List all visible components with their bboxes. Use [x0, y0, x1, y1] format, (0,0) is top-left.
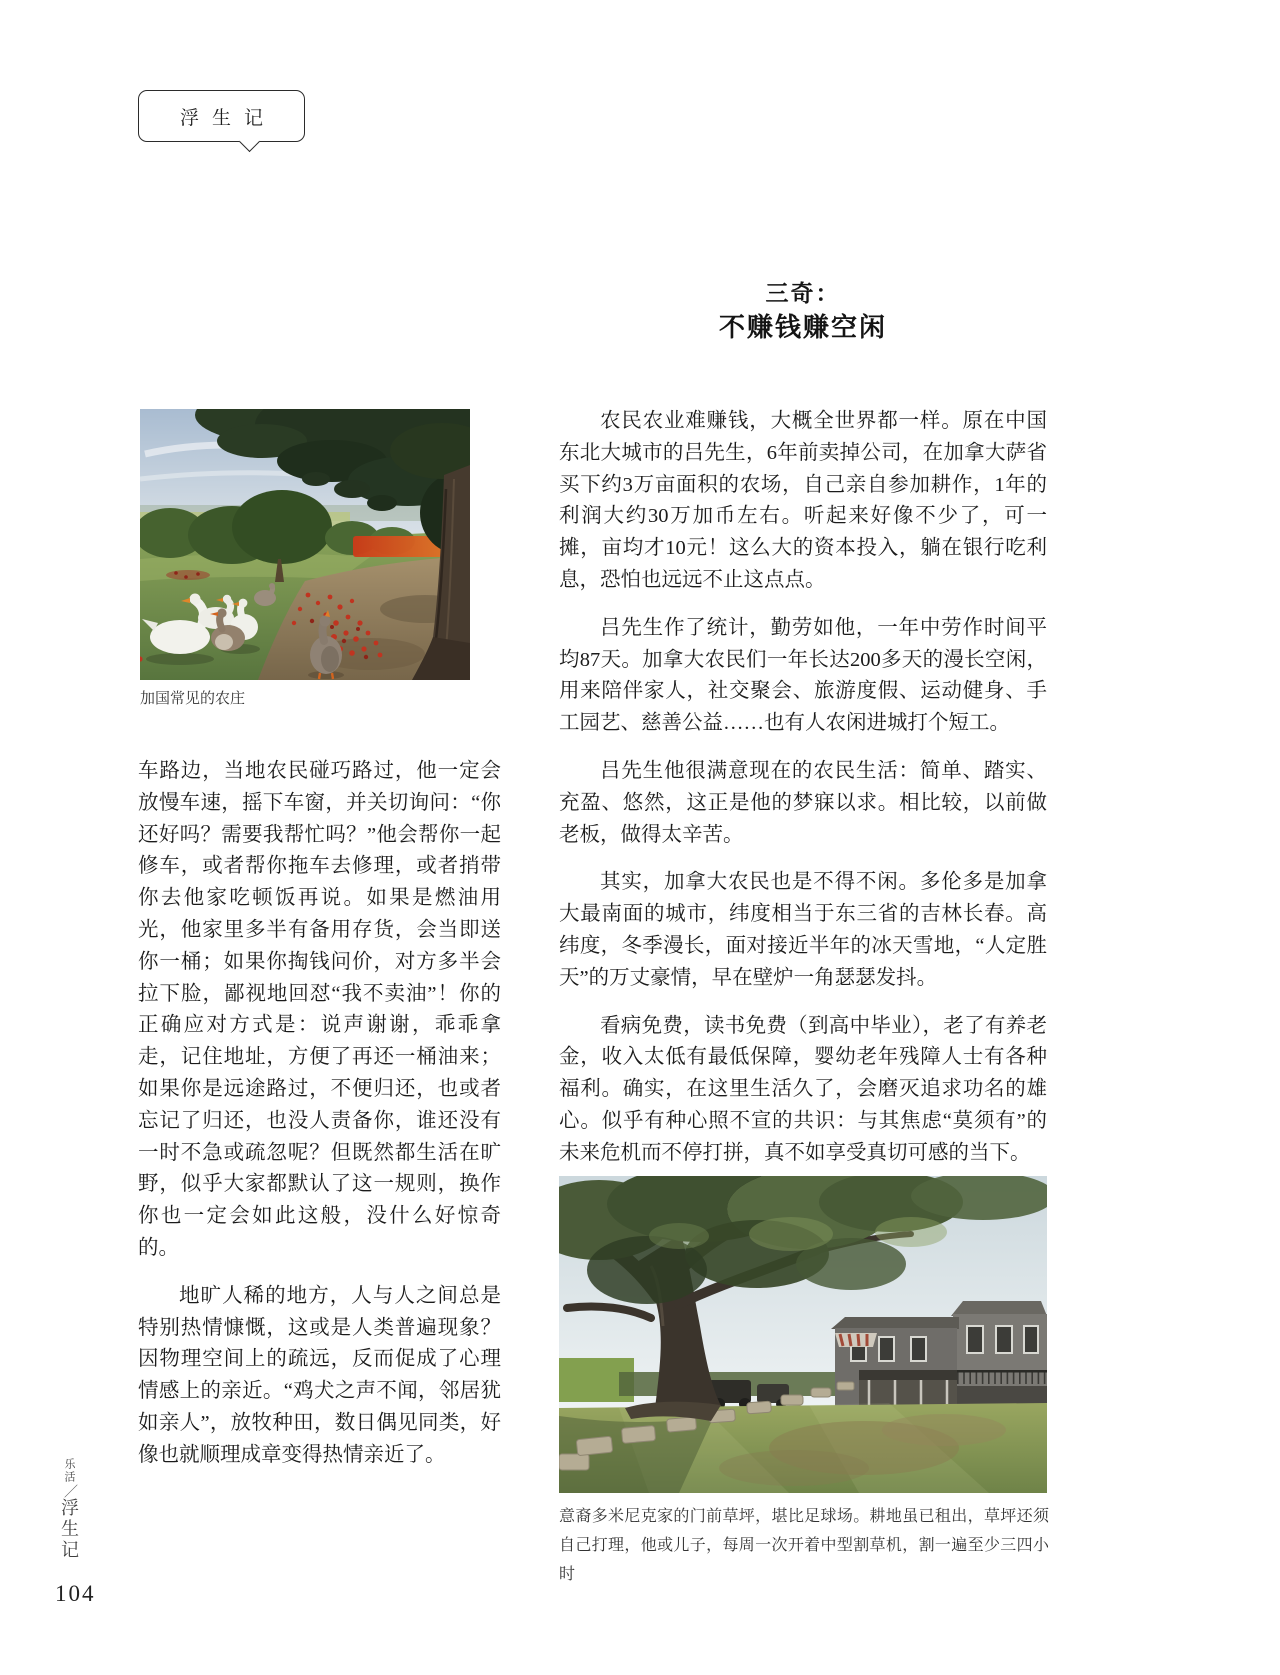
house-photo-caption: 意裔多米尼克家的门前草坪，堪比足球场。耕地虽已租出，草坪还须自己打理，他或儿子，每周一次开着中型割草机，割一遍至少三四小时 — [559, 1508, 1049, 1583]
section-tab-tail-icon — [239, 131, 260, 152]
paragraph: 车路边，当地农民碰巧路过，他一定会放慢车速，摇下车窗，并关切询问：“你还好吗？需要我帮忙吗？”他会帮你一起修车，或者帮你拖车去修理，或者捎带你去他家吃顿饭再说。如果是燃油用光，他家里多半有备用存货，会当即送你一桶；如果你掏钱问价，对方多半会拉下脸，鄙视地回怼“我不卖油”！你的正确应对方式是：说声谢谢，乖乖拿走，记住地址，方便了再还一桶油来；如果你是远途路过，不便归还，也或者忘记了归还，也没人责备你，谁还没有一时不急或疏忽呢？但既然都生活在旷野，似乎大家都默认了这一规则，换作你也一定会如此这般，没什么好惊奇的。 — [138, 760, 501, 1259]
section-tab — [138, 90, 305, 142]
house-lawn-photo-art — [559, 1176, 1047, 1493]
paragraph: 吕先生他很满意现在的农民生活：简单、踏实、充盈、悠然，这正是他的梦寐以求。相比较，以前做老板，做得太辛苦。 — [559, 759, 1047, 846]
sidebar-separator: ／ — [62, 1484, 77, 1498]
paragraph: 地旷人稀的地方，人与人之间总是特别热情慷慨，这或是人类普遍现象？因物理空间上的疏远，反而促成了心理情感上的亲近。“鸡犬之声不闻，邻居犹如亲人”，放牧种田，数日偶见同类，好像也就顺理成章变得热情亲近了。 — [138, 1284, 501, 1466]
left-column-text — [138, 756, 501, 1472]
paragraph: 其实，加拿大农民也是不得不闲。多伦多是加拿大最南面的城市，纬度相当于东三省的吉林长春。高纬度，冬季漫长，面对接近半年的冰天雪地，“人定胜天”的万丈豪情，早在壁炉一角瑟瑟发抖。 — [559, 871, 1047, 989]
house-lawn-photo — [559, 1176, 1047, 1493]
sidebar-section-label — [60, 1458, 78, 1561]
page-number: 104 — [55, 1581, 96, 1606]
sidebar-magazine-name: 乐活 — [63, 1458, 75, 1484]
paragraph: 农民农业难赚钱，大概全世界都一样。原在中国东北大城市的吕先生，6年前卖掉公司，在加拿大萨省买下约3万亩面积的农场，自己亲自参加耕作，1年的利润大约30万加币左右。听起来好像不少了，可一摊，亩均才10元！这么大的资本投入，躺在银行吃利息，恐怕也远远不止这点点。 — [559, 410, 1047, 591]
article-title-line1: 三奇： — [765, 281, 841, 306]
section-tab-label: 浮生记 — [179, 107, 276, 129]
article-title-line2: 不赚钱赚空闲 — [718, 313, 887, 342]
farm-photo-caption: 加国常见的农庄 — [140, 690, 246, 707]
sidebar-column-name: 浮生记 — [59, 1498, 79, 1561]
paragraph: 吕先生作了统计，勤劳如他，一年中劳作时间平均87天。加拿大农民们一年长达200多天的漫长空闲，用来陪伴家人，社交聚会、旅游度假、运动健身、手工园艺、慈善公益……也有人农闲进城打个短工。 — [559, 616, 1047, 735]
farm-geese-photo-art — [140, 409, 470, 680]
paragraph: 看病免费，读书免费（到高中毕业），老了有养老金，收入太低有最低保障，婴幼老年残障人士有各种福利。确实，在这里生活久了，会磨灭追求功名的雄心。似乎有种心照不宣的共识：与其焦虑“莫须有”的未来危机而不停打拼，真不如享受真切可感的当下。 — [559, 1014, 1047, 1164]
article-title — [559, 279, 1047, 347]
farm-geese-photo — [140, 409, 470, 680]
right-column-text — [559, 406, 1047, 1170]
